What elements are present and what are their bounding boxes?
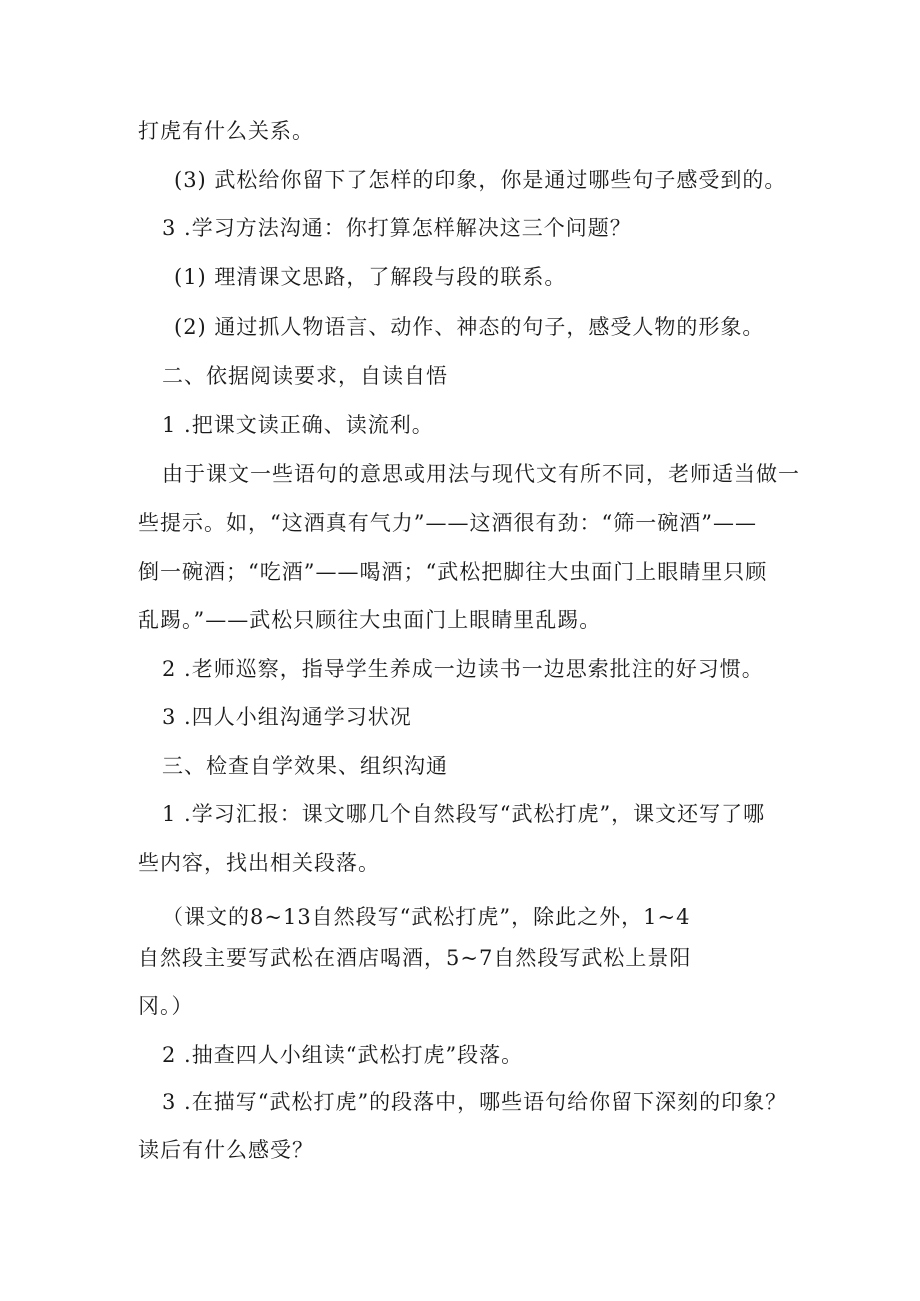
text-line: 由于课文一些语句的意思或用法与现代文有所不同，老师适当做一 — [162, 462, 800, 486]
text-line: 2 .老师巡察，指导学生养成一边读书一边思索批注的好习惯。 — [162, 657, 764, 681]
section-heading: 二、依据阅读要求，自读自悟 — [162, 364, 448, 388]
text-line: 3 .学习方法沟通：你打算怎样解决这三个问题？ — [162, 216, 632, 240]
text-line: 1 .把课文读正确、读流利。 — [162, 413, 434, 437]
text-line: (1) 理清课文思路，了解段与段的联系。 — [174, 265, 567, 289]
text-line: 自然段主要写武松在酒店喝酒，5~7自然段写武松上景阳 — [138, 946, 692, 970]
text-line: (2) 通过抓人物语言、动作、神态的句子，感受人物的形象。 — [174, 315, 765, 339]
text-line: 乱踢。”——武松只顾往大虫面门上眼睛里乱踢。 — [138, 608, 602, 632]
text-line: 倒一碗酒；“吃酒”——喝酒；“武松把脚往大虫面门上眼睛里只顾 — [138, 560, 768, 584]
text-line: 3 .在描写“武松打虎”的段落中，哪些语句给你留下深刻的印象？ — [162, 1090, 788, 1114]
text-line: 3 .四人小组沟通学习状况 — [162, 705, 412, 729]
text-line: 些提示。如，“这酒真有气力”——这酒很有劲：“筛一碗酒”—— — [138, 511, 757, 535]
text-line: 2 .抽查四人小组读“武松打虎”段落。 — [162, 1043, 524, 1067]
text-line: 冈。） — [138, 994, 194, 1018]
text-line: （课文的8~13自然段写“武松打虎”，除此之外，1~4 — [162, 905, 691, 929]
text-line: 1 .学习汇报：课文哪几个自然段写“武松打虎”，课文还写了哪 — [162, 802, 766, 826]
text-line: 些内容，找出相关段落。 — [138, 851, 380, 875]
section-heading: 三、检查自学效果、组织沟通 — [162, 754, 448, 778]
text-line: 打虎有什么关系。 — [138, 119, 314, 143]
text-line: (3) 武松给你留下了怎样的印象，你是通过哪些句子感受到的。 — [174, 168, 787, 192]
text-line: 读后有什么感受？ — [138, 1138, 314, 1162]
